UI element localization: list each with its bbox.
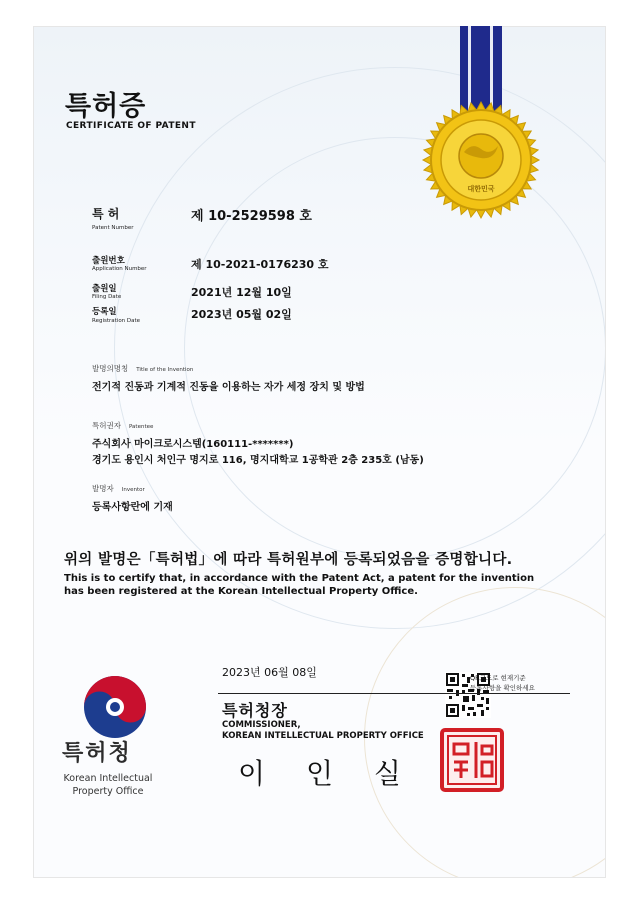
inventor-label-english: Inventor: [121, 487, 145, 493]
registration-date-label-english: Registration Date: [92, 318, 141, 324]
patentee-label-english: Patentee: [128, 424, 154, 430]
certification-statement-en: [64, 572, 534, 598]
certificate-title-english: CERTIFICATE OF PATENT: [66, 121, 196, 131]
patentee-label-ko: 특허권자: [92, 421, 121, 430]
patent-number-label-english: Patent Number: [92, 225, 134, 231]
registration-date-label: 등록일: [92, 307, 117, 317]
patent-number-value: 제 10-2529598 호: [191, 209, 312, 224]
kipo-name-en-line2: Property Office: [72, 786, 144, 797]
signature-divider: [218, 693, 570, 694]
application-number-label: 출원번호: [92, 256, 125, 266]
patentee-address: 경기도 용인시 처인구 명지로 116, 명지대학교 1공학관 2층 235호 (남동): [92, 455, 424, 466]
patentee-label: [92, 420, 153, 431]
kipo-name-en-line1: Korean Intellectual: [63, 773, 153, 784]
certification-statement-en-line2: has been registered at the Korean Intellectual Property Office.: [64, 586, 418, 597]
qr-code-note: [470, 673, 535, 693]
patent-number-label: 특 허: [92, 207, 120, 221]
kipo-name-en: [56, 772, 160, 798]
commissioner-signature: 이 인 실: [238, 757, 417, 790]
kipo-logo-icon: [80, 672, 150, 742]
inventor-label: [92, 483, 145, 494]
filing-date-label-english: Filing Date: [92, 294, 122, 300]
filing-date-value: 2021년 12월 10일: [191, 286, 292, 299]
official-red-seal: [440, 728, 504, 792]
certification-statement-ko: 위의 발명은「특허법」에 따라 특허원부에 등록되었음을 증명합니다.: [64, 552, 513, 568]
commissioner-title-en-line1: COMMISSIONER,: [222, 720, 301, 730]
kipo-name-ko: 특허청: [62, 741, 132, 766]
patentee-name: 주식회사 마이크로시스템(160111-*******): [92, 439, 294, 450]
invention-title-label-ko: 발명의명칭: [92, 364, 129, 373]
inventor-label-ko: 발명자: [92, 484, 114, 493]
certificate-title: 특허증: [65, 91, 147, 122]
registration-date-value: 2023년 05월 02일: [191, 308, 292, 321]
invention-title-label: [92, 363, 193, 374]
commissioner-title-en: [222, 720, 424, 742]
invention-title-value: 전기적 진동과 기계적 진동을 이용하는 자가 세정 장치 및 방법: [92, 382, 365, 393]
gold-seal-text: 대한민국: [467, 185, 495, 193]
qr-note-line2: 등록사항을 확인하세요: [470, 684, 535, 692]
commissioner-title-en-line2: KOREAN INTELLECTUAL PROPERTY OFFICE: [222, 731, 424, 741]
inventor-value: 등록사항란에 기재: [92, 502, 173, 513]
issue-date: 2023년 06월 08일: [222, 666, 317, 679]
invention-title-label-english: Title of the Invention: [136, 367, 194, 373]
filing-date-label: 출원일: [92, 284, 117, 294]
application-number-value: 제 10-2021-0176230 호: [191, 258, 329, 271]
gold-seal-medal: [400, 26, 550, 236]
application-number-label-english: Application Number: [92, 266, 147, 272]
certification-statement-en-line1: This is to certify that, in accordance with the Patent Act, a patent for the invention: [64, 573, 535, 584]
commissioner-title-ko: 특허청장: [222, 701, 288, 720]
qr-note-line1: QR코드로 현재기준: [470, 674, 526, 682]
